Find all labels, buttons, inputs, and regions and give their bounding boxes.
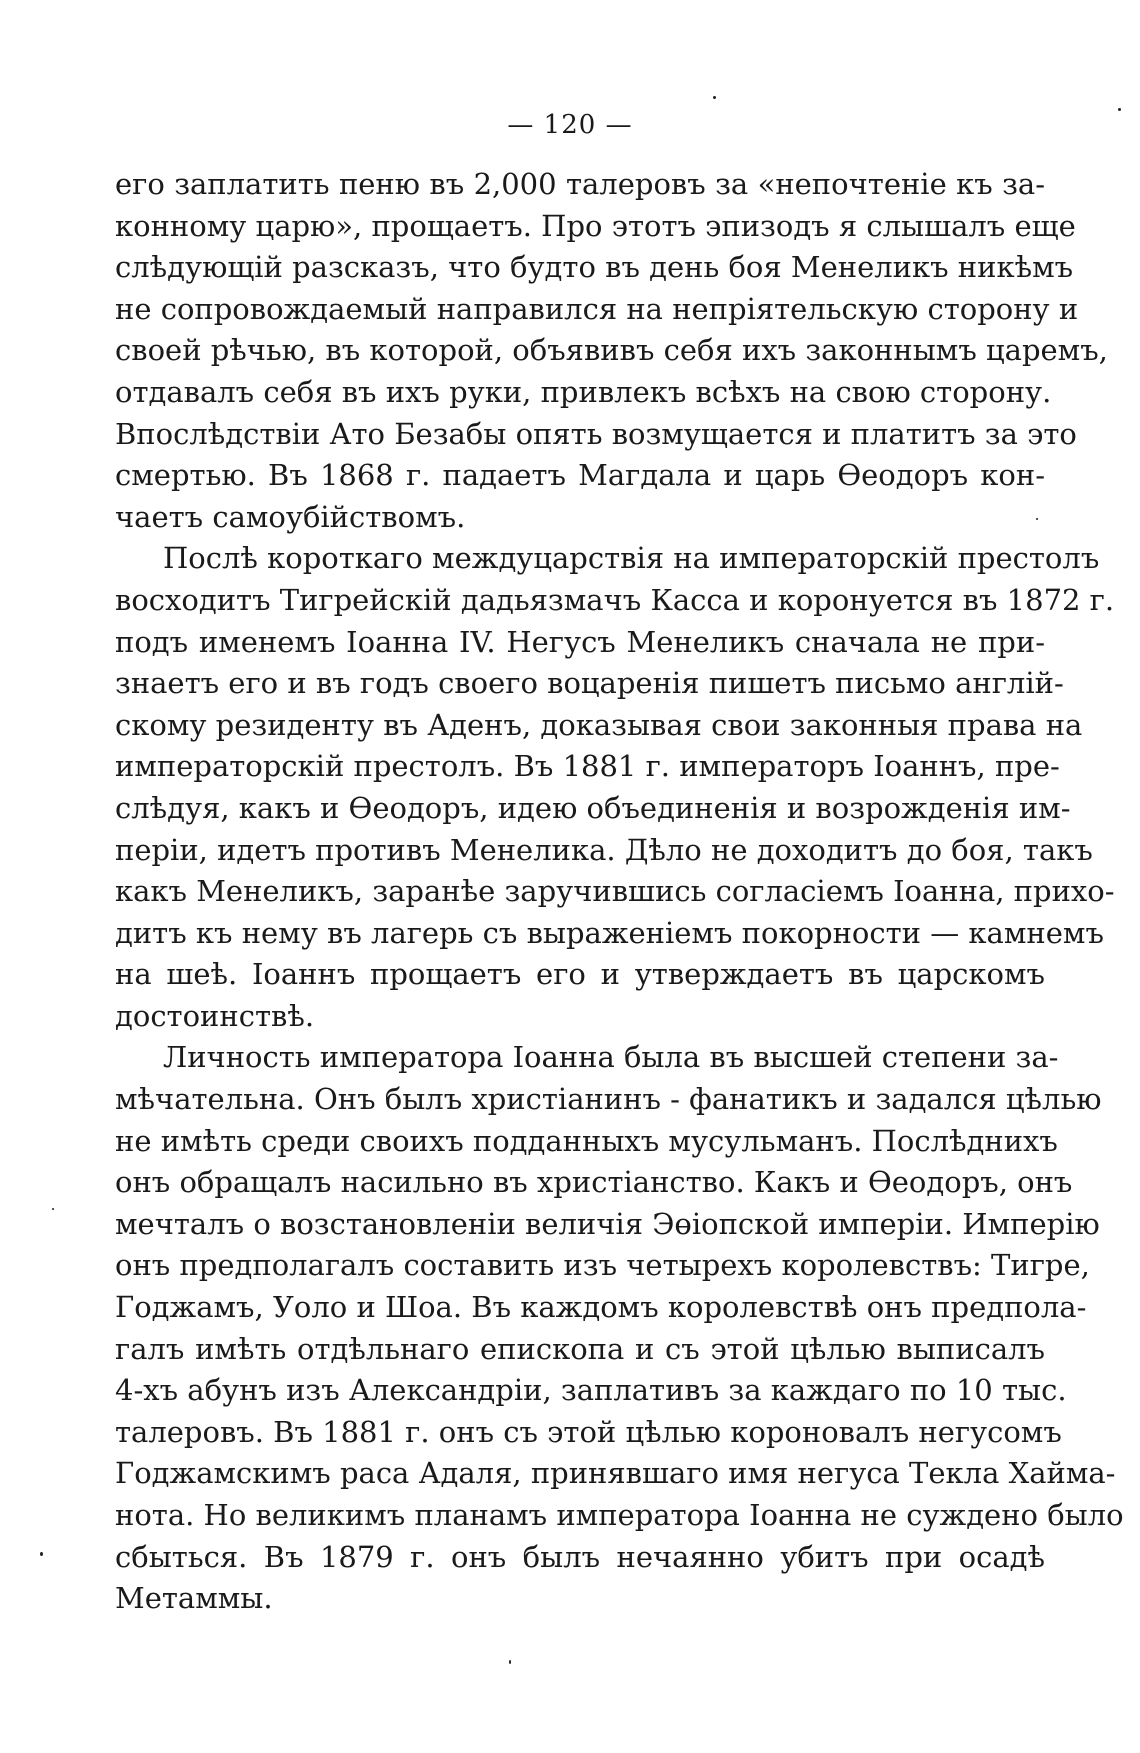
body-text bbox=[115, 164, 1124, 1620]
scan-speck bbox=[509, 1660, 511, 1664]
text-line: Годжамъ, Уоло и Шоа. Въ каждомъ королевствѣ онъ предпола- bbox=[115, 1290, 1087, 1325]
text-line: Впослѣдствіи Ато Безабы опять возмущается и платитъ за это bbox=[115, 416, 1077, 451]
text-line: Личность императора Іоанна была въ высшей степени за- bbox=[163, 1040, 1059, 1075]
paragraph-3 bbox=[115, 1037, 1124, 1619]
scan-speck bbox=[1118, 108, 1121, 111]
text-line: императорскій престолъ. Въ 1881 г. императоръ Іоаннъ, пре- bbox=[115, 749, 1060, 784]
text-line: періи, идетъ противъ Менелика. Дѣло не доходитъ до боя, такъ bbox=[115, 832, 1093, 867]
text-line: Годжамскимъ раса Адаля, принявшаго имя негуса Текла Хайма- bbox=[115, 1456, 1116, 1491]
text-line: смертью. Въ 1868 г. падаетъ Магдала и царь Өеодоръ кон- bbox=[115, 458, 1045, 493]
paragraph-1 bbox=[115, 164, 1108, 538]
scan-speck bbox=[52, 1208, 54, 1210]
text-line: какъ Менеликъ, заранѣе заручившись согласіемъ Іоанна, прихо- bbox=[115, 874, 1115, 909]
text-line: дитъ къ нему въ лагерь съ выраженіемъ покорности — камнемъ bbox=[115, 915, 1104, 950]
text-line: мѣчательна. Онъ былъ христіанинъ - фанатикъ и задался цѣлью bbox=[115, 1082, 1102, 1117]
page-number: — 120 — bbox=[507, 110, 633, 140]
text-line: не сопровождаемый направился на непріятельскую сторону и bbox=[115, 291, 1079, 326]
text-line: Послѣ короткаго междуцарствія на императорскій престолъ bbox=[163, 541, 1100, 576]
text-line: онъ предполагалъ составить изъ четырехъ королевствъ: Тигре, bbox=[115, 1248, 1090, 1283]
text-line: знаетъ его и въ годъ своего воцаренія пишетъ письмо англій- bbox=[115, 666, 1064, 701]
scan-speck bbox=[1036, 518, 1038, 520]
text-line: достоинствѣ. bbox=[115, 998, 315, 1033]
text-line: отдавалъ себя въ ихъ руки, привлекъ всѣхъ на свою сторону. bbox=[115, 374, 1052, 409]
text-line: Метаммы. bbox=[115, 1581, 273, 1616]
text-line: не имѣть среди своихъ подданныхъ мусульманъ. Послѣднихъ bbox=[115, 1123, 1058, 1158]
scan-speck bbox=[40, 1552, 43, 1556]
text-line: 4-хъ абунъ изъ Александріи, заплативъ за каждаго по 10 тыс. bbox=[115, 1373, 1067, 1408]
scan-speck bbox=[713, 96, 716, 99]
text-line: чаетъ самоубійствомъ. bbox=[115, 499, 466, 534]
text-line: талеровъ. Въ 1881 г. онъ съ этой цѣлью короновалъ негусомъ bbox=[115, 1414, 1062, 1449]
text-line: скому резиденту въ Аденъ, доказывая свои законныя права на bbox=[115, 707, 1083, 742]
text-line: галъ имѣть отдѣльнаго епископа и съ этой цѣлью выписалъ bbox=[115, 1331, 1045, 1366]
text-line: своей рѣчью, въ которой, объявивъ себя ихъ законнымъ царемъ, bbox=[115, 333, 1108, 368]
text-line: его заплатить пеню въ 2,000 талеровъ за «непочтеніе къ за- bbox=[115, 167, 1045, 201]
text-line: подъ именемъ Іоанна IV. Негусъ Менеликъ сначала не при- bbox=[115, 624, 1045, 659]
text-line: слѣдующій разсказъ, что будто въ день боя Менеликъ никѣмъ bbox=[115, 250, 1074, 285]
text-line: нота. Но великимъ планамъ императора Іоанна не суждено было bbox=[115, 1498, 1124, 1532]
text-line: слѣдуя, какъ и Өеодоръ, идею объединенія и возрожденія им- bbox=[115, 790, 1071, 825]
paragraph-2 bbox=[115, 538, 1115, 1037]
text-line: конному царю», прощаетъ. Про этотъ эпизодъ я слышалъ еще bbox=[115, 208, 1076, 243]
text-line: на шеѣ. Іоаннъ прощаетъ его и утверждаетъ въ царскомъ bbox=[115, 957, 1045, 992]
text-line: мечталъ о возстановленіи величія Эөіопской имперіи. Имперію bbox=[115, 1206, 1100, 1241]
text-line: онъ обращалъ насильно въ христіанство. Какъ и Өеодоръ, онъ bbox=[115, 1165, 1073, 1200]
text-line: восходитъ Тигрейскій дадьязмачъ Касса и коронуется въ 1872 г. bbox=[115, 582, 1115, 617]
text-line: сбыться. Въ 1879 г. онъ былъ нечаянно убитъ при осадѣ bbox=[115, 1539, 1045, 1574]
